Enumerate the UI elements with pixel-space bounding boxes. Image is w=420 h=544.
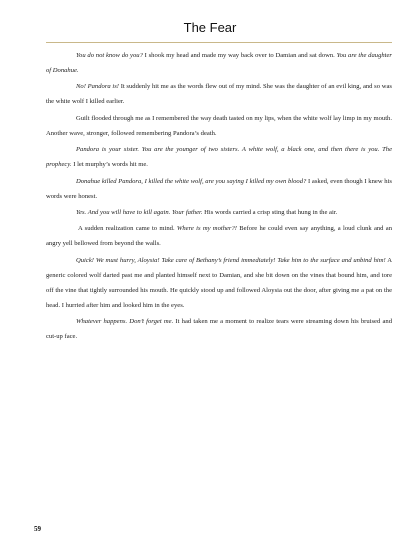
paragraph (46, 253, 392, 313)
paragraph (46, 205, 392, 220)
italic-thought-text: You do not know do you? (76, 52, 143, 59)
narrative-text: I asked, even though I knew his words were honest. (46, 177, 392, 200)
paragraph (46, 314, 392, 344)
italic-thought-text: Quick! We must hurry, Aloysia! Take care of Bethany’s friend immediately! Take him to the surface and unbind him! (76, 256, 386, 264)
narrative-text: It suddenly hit me as the words flew out of my mind. She was the daughter of an evil king, and so was the white wolf I killed earlier. (46, 83, 392, 106)
narrative-text: I let murphy’s words hit me. (71, 161, 148, 169)
narrative-text: His words carried a crisp sting that hung in the air. (202, 208, 338, 216)
narrative-text: A sudden realization came to mind. (78, 225, 177, 233)
italic-thought-text: No! Pandora is! (76, 83, 119, 91)
narrative-text: I shook my head and made my way back over to Damian and sat down. (142, 52, 337, 59)
narrative-text: Guilt flooded through me as I remembered the way death tasted on my lips, when the white wolf lay limp in my mouth. Another wave, stronger, followed remembering Pandora’s death. (46, 114, 392, 137)
narrative-text: Before he could even say anything, a loud clunk and an angry yell bellowed from beyond the walls. (46, 225, 392, 248)
page-number: 59 (34, 525, 41, 533)
italic-thought-text: Whatever happens. Don’t forget me. (76, 318, 174, 326)
italic-thought-text: Donahue killed Pandora, I killed the white wolf, are you saying I killed my own blood? (76, 177, 307, 185)
header-divider (46, 42, 392, 43)
paragraph (46, 174, 392, 204)
italic-thought-text: Pandora is your sister. You are the younger of two sisters. A white wolf, a black one, and then there is you. The prophecy. (46, 146, 392, 169)
italic-thought-text: You are the daughter of Donahue. (46, 52, 392, 75)
page-title: The Fear (183, 20, 237, 35)
page-body-text (46, 48, 392, 345)
narrative-text: A generic colored wolf darted past me and planted himself next to Damian, and she bit down on the vines that bound him, and tore off the vine that tightly surrounded his mouth. He quickly stood up and followed Aloysia out the door, after giving me a pat on the head. I hurried after him and looked him in the eyes. (46, 256, 393, 309)
paragraph (46, 79, 392, 109)
italic-thought-text: Yes. And you will have to kill again. Your father. (76, 208, 203, 216)
italic-thought-text: Where is my mother?! (176, 225, 237, 233)
paragraph (46, 111, 392, 141)
paragraph (46, 221, 392, 251)
narrative-text: It had taken me a moment to realize tears were streaming down his bruised and cut-up face. (46, 318, 392, 341)
paragraph (46, 142, 392, 172)
paragraph (46, 48, 392, 78)
